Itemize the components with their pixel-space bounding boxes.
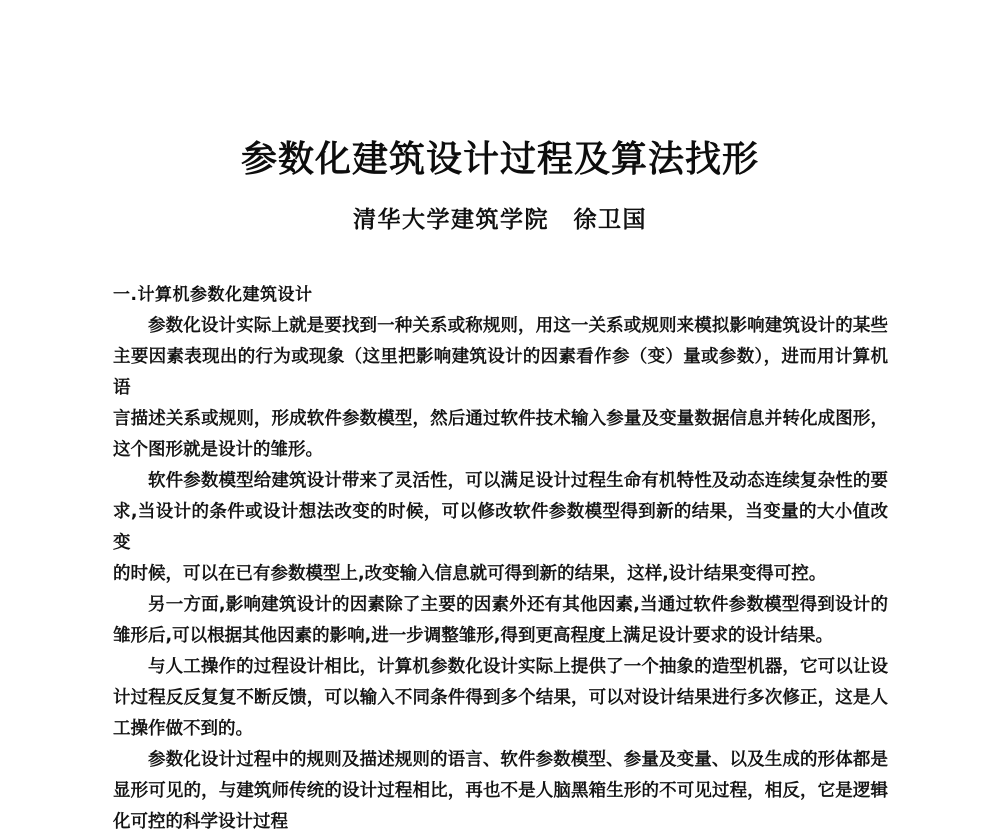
section-heading: 一.计算机参数化建筑设计 [113,285,313,305]
paragraph [113,466,888,590]
text-line: 软件参数模型给建筑设计带来了灵活性，可以满足设计过程生命有机特性及动态连续复杂性的要 [148,471,888,491]
text-line: 与人工操作的过程设计相比，计算机参数化设计实际上提供了一个抽象的造型机器，它可以让设 [148,657,888,677]
paragraph [113,652,888,745]
text-line: 计过程反反复复不断反馈，可以输入不同条件得到多个结果，可以对设计结果进行多次修正，这是人 [113,688,888,708]
section-paragraphs [113,311,888,838]
text-line: 这个图形就是设计的雏形。 [113,440,323,460]
paragraph [113,590,888,652]
text-line: 参数化设计过程中的规则及描述规则的语言、软件参数模型、参量及变量、以及生成的形体都是 [148,750,888,770]
paragraph [113,311,888,466]
text-line: 显形可见的，与建筑师传统的设计过程相比，再也不是人脑黑箱生形的不可见过程，相反，它是逻辑 [113,781,888,801]
paper-byline: 清华大学建筑学院 徐卫国 [353,207,647,233]
text-line: 工操作做不到的。 [113,719,253,739]
text-line: 的时候，可以在已有参数模型上,改变输入信息就可得到新的结果，这样,设计结果变得可控。 [113,564,827,584]
text-line: 另一方面,影响建筑设计的因素除了主要的因素外还有其他因素,当通过软件参数模型得到设计的 [148,595,888,615]
text-line: 化可控的科学设计过程 [113,812,288,832]
text-line: 参数化设计实际上就是要找到一种关系或称规则，用这一关系或规则来模拟影响建筑设计的某些 [148,316,888,336]
paper-body [113,280,888,838]
text-line: 求,当设计的条件或设计想法改变的时候，可以修改软件参数模型得到新的结果，当变量的大小值改变 [113,502,888,553]
paragraph [113,745,888,838]
text-line: 言描述关系或规则，形成软件参数模型，然后通过软件技术输入参量及变量数据信息并转化成图形， [113,409,888,429]
text-line: 主要因素表现出的行为或现象（这里把影响建筑设计的因素看作参（变）量或参数），进而用计算机语 [113,347,888,398]
text-line: 雏形后,可以根据其他因素的影响,进一步调整雏形,得到更高程度上满足设计要求的设计结果。 [113,626,833,646]
paper-title: 参数化建筑设计过程及算法找形 [240,139,759,180]
